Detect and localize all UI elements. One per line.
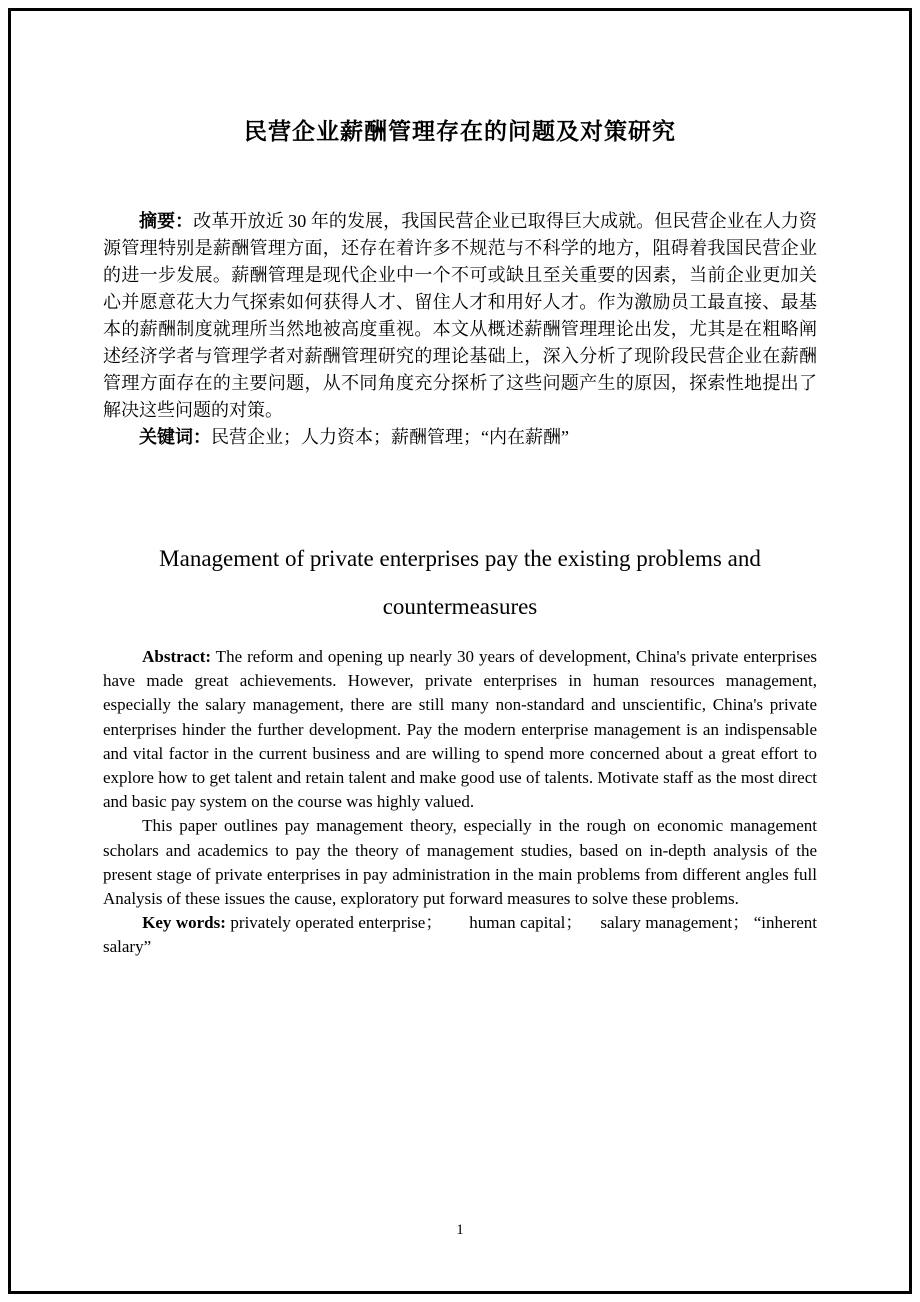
document-title-en-line2: countermeasures xyxy=(382,594,538,619)
abstract-paragraph-en-2: This paper outlines pay management theory, especially in the rough on economic management scholars and academics to pay the theory of management studies, based on in-depth analysis of the present stage of private enterprises in pay administration in the main problems from different angles full Analysis of these issues the cause, exploratory put forward measures to solve these problems. xyxy=(103,816,817,909)
keywords-paragraph-en xyxy=(103,911,822,959)
document-title-en xyxy=(103,535,817,631)
page-border xyxy=(8,8,912,1294)
keywords-text-zh: 民营企业；人力资本；薪酬管理；“内在薪酬” xyxy=(211,427,569,447)
abstract-label-en: Abstract: xyxy=(142,647,212,666)
keywords-label-en: Key words: xyxy=(142,913,226,933)
abstract-paragraph-en-1 xyxy=(103,645,817,814)
document-content xyxy=(11,11,909,960)
keywords-label-zh: 关键词： xyxy=(139,427,211,447)
abstract-text-en-1: The reform and opening up nearly 30 years of development, China's private enterprises have made great achievements. However, private enterprises in human resources management, especially the salary management, there are still many non-standard and unscientific, China's private enterprises hinder the further development. Pay the modern enterprise management is an indispensable and vital factor in the current business and are willing to spend more concerned about a great effort to explore how to get talent and retain talent and make good use of talents. Motivate staff as the most direct and basic pay system on the course was highly valued. xyxy=(103,647,817,812)
document-title-en-line1: Management of private enterprises pay the existing problems and xyxy=(159,546,761,571)
abstract-section-en xyxy=(103,645,822,960)
abstract-section-zh xyxy=(103,208,817,451)
page-number: 1 xyxy=(456,1222,464,1238)
abstract-text-zh: 改革开放近 30 年的发展，我国民营企业已取得巨大成就。但民营企业在人力资源管理特别是薪酬管理方面，还存在着许多不规范与不科学的地方，阻碍着我国民营企业的进一步发展。薪酬管理是现代企业中一个不可或缺且至关重要的因素，当前企业更加关心并愿意花大力气探索如何获得人才、留住人才和用好人才。作为激励员工最直接、最基本的薪酬制度就理所当然地被高度重视。本文从概述薪酬管理理论出发，尤其是在粗略阐述经济学者与管理学者对薪酬管理研究的理论基础上，深入分析了现阶段民营企业在薪酬管理方面存在的主要问题，从不同角度充分探析了这些问题产生的原因，探索性地提出了解决这些问题的对策。 xyxy=(103,211,818,420)
abstract-paragraph-zh xyxy=(103,208,817,424)
document-title-zh: 民营企业薪酬管理存在的问题及对策研究 xyxy=(244,118,676,144)
keywords-text-en: privately operated enterprise； human capital； salary management； “inherent salary” xyxy=(103,913,822,957)
keywords-paragraph-zh xyxy=(103,424,817,451)
abstract-label-zh: 摘要： xyxy=(139,211,194,231)
